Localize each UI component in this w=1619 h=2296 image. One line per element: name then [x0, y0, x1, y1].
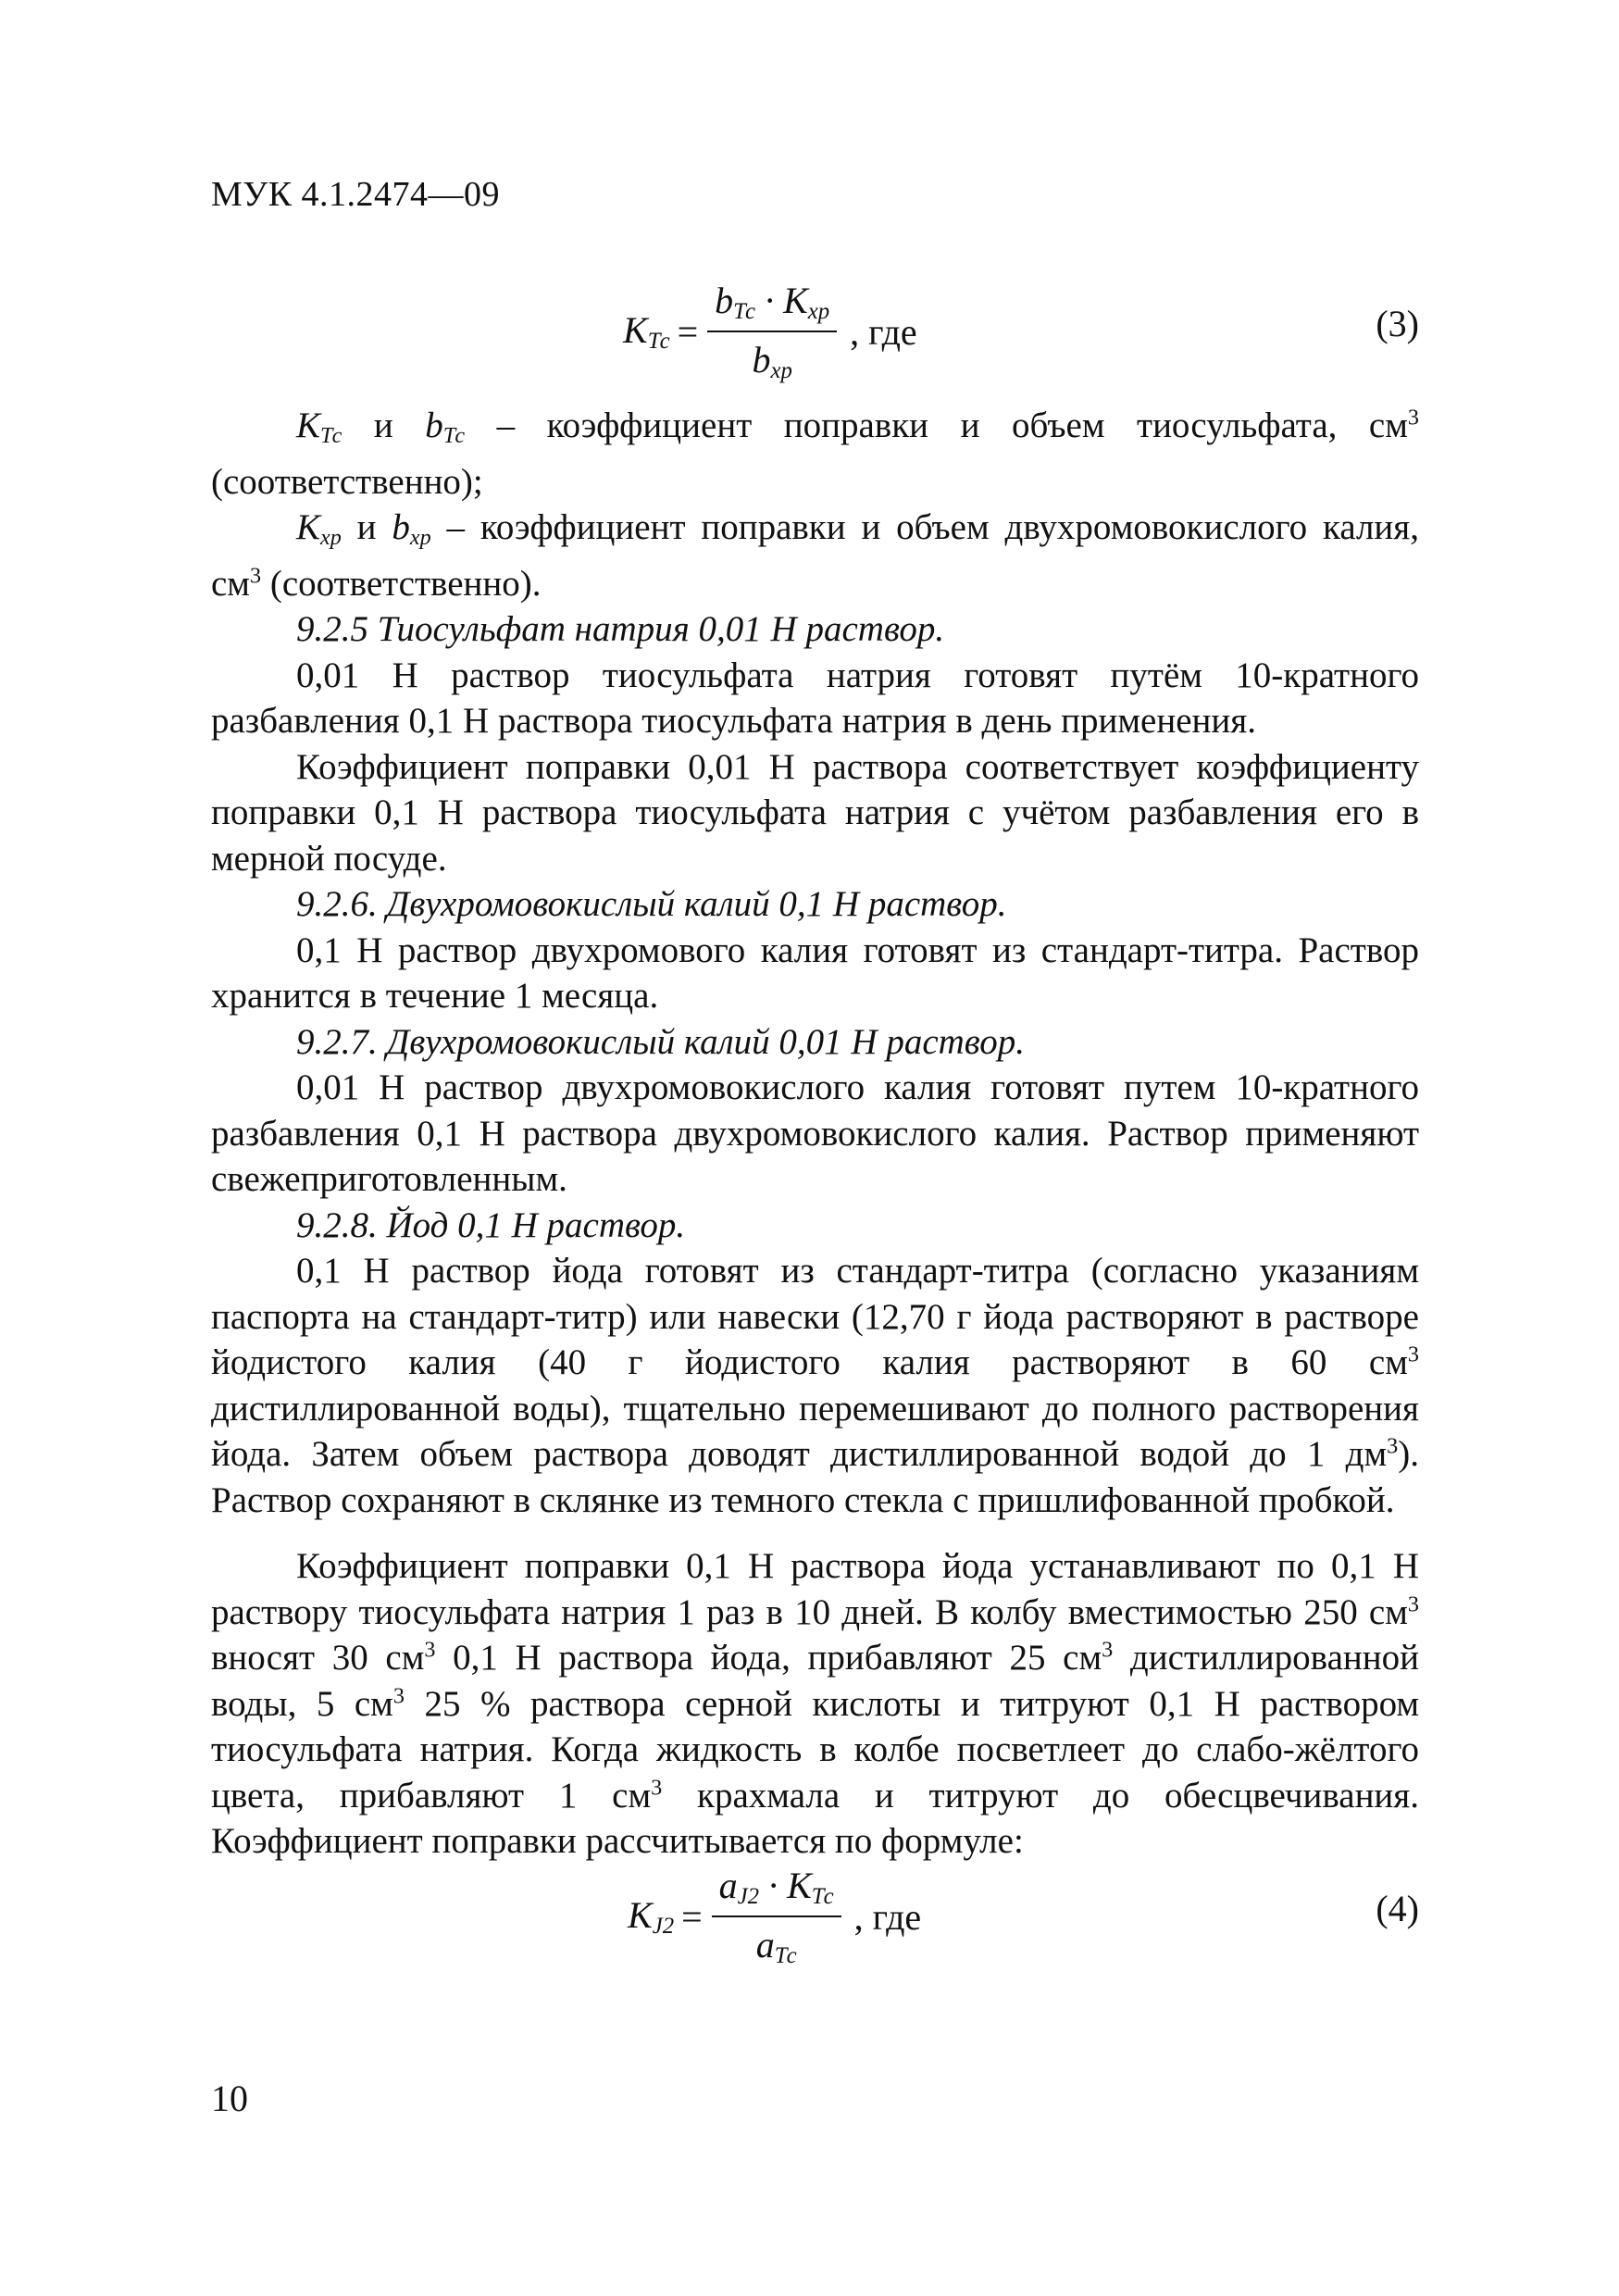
section-9-2-6-paragraph: 0,1 Н раствор двухромового калия готовят из стандарт-титра. Раствор хранится в течение 1 месяца. — [211, 930, 1419, 1017]
formula-4-denominator: $a_{Тс}$ — [755, 1924, 797, 1969]
document-code-header: МУК 4.1.2474—09 — [211, 175, 501, 214]
definition-k-xp: $K_{хр}$ и $b_{хр}$ – коэффициент поправки и объем двухромовокислого калия, $см^3$ (соответственно). — [211, 507, 1419, 604]
formula-4-number: (4) — [1376, 1888, 1419, 1929]
section-9-2-5-heading: 9.2.5 Тиосульфат натрия 0,01 Н раствор. — [296, 609, 945, 650]
formula-4-where: , где — [853, 1895, 922, 1938]
page-number: 10 — [211, 2078, 248, 2119]
section-9-2-8-paragraph-2: Коэффициент поправки 0,1 Н раствора йода устанавливают по 0,1 Н раствору тиосульфата натрия 1 раз в 10 дней. В колбу вместимостью 250 $см^3$ вносят 30 $см^3$ 0,1 Н раствора йода, прибавляют 25 $см^3$ дистиллированной воды, 5 $см^3$ 25 % раствора серной кислоты и титруют 0,1 Н раствором тиосульфата натрия. Когда жидкость в колбе посветлеет до слабо-жёлтого цвета, прибавляют 1 $см^3$ крахмала и титруют до обесцвечивания. Коэффициент поправки рассчитывается по формуле: — [211, 1546, 1420, 1862]
section-9-2-7-heading: 9.2.7. Двухромовокислый калий 0,01 Н раствор. — [296, 1021, 1025, 1062]
section-9-2-5-paragraph-1: 0,01 Н раствор тиосульфата натрия готовят путём 10-кратного разбавления 0,1 Н раствора тиосульфата натрия в день применения. — [211, 655, 1419, 742]
formula-4-lhs: $K_{J2}$ — [628, 1893, 675, 1940]
formula-4-fraction — [712, 1864, 841, 1969]
section-9-2-5-paragraph-2: Коэффициент поправки 0,01 Н раствора соответствует коэффициенту поправки 0,1 Н раствора тиосульфата натрия с учётом разбавления его в мерной посуде. — [211, 746, 1419, 879]
body-text — [211, 403, 1419, 1865]
formula-4 — [211, 1852, 1419, 1981]
formula-3-fraction — [707, 279, 837, 384]
section-9-2-8-heading: 9.2.8. Йод 0,1 Н раствор. — [296, 1204, 686, 1245]
formula-3-number: (3) — [1376, 303, 1419, 344]
formula-4-equals: = — [681, 1895, 703, 1938]
formula-3-lhs: $K_{Тс}$ — [623, 308, 670, 355]
section-9-2-6-heading: 9.2.6. Двухромовокислый калий 0,1 Н раствор. — [296, 884, 1007, 925]
section-9-2-8-paragraph-1: 0,1 Н раствор йода готовят из стандарт-титра (согласно указаниям паспорта на стандарт-титр) или навески (12,70 г йода растворяют в растворе йодистого калия (40 г йодистого калия растворяют в 60 $см^3$ дистиллированной воды), тщательно перемешивают до полного растворения йода. Затем объем раствора доводят дистиллированной водой до 1 $дм^3$). Раствор сохраняют в склянке из темного стекла с пришлифованной пробкой. — [211, 1251, 1419, 1520]
formula-3-equals: = — [677, 310, 699, 353]
formula-3-denominator: $b_{хр}$ — [752, 339, 792, 384]
formula-3-where: , где — [850, 310, 917, 353]
formula-4-numerator: $a_{J2} \cdot K_{Тс}$ — [712, 1864, 841, 1917]
definition-k-tc: $K_{Тс}$ и $b_{Тс}$ – коэффициент поправки и объем тиосульфата, $см^3$ (соответственно); — [211, 405, 1419, 502]
formula-3-numerator: $b_{Тс} \cdot K_{хр}$ — [707, 279, 837, 332]
section-9-2-7-paragraph: 0,01 Н раствор двухромовокислого калия готовят путем 10-кратного разбавления 0,1 Н раствора двухромовокислого калия. Раствор применяют свежеприготовленным. — [211, 1067, 1419, 1200]
formula-3 — [211, 267, 1419, 396]
